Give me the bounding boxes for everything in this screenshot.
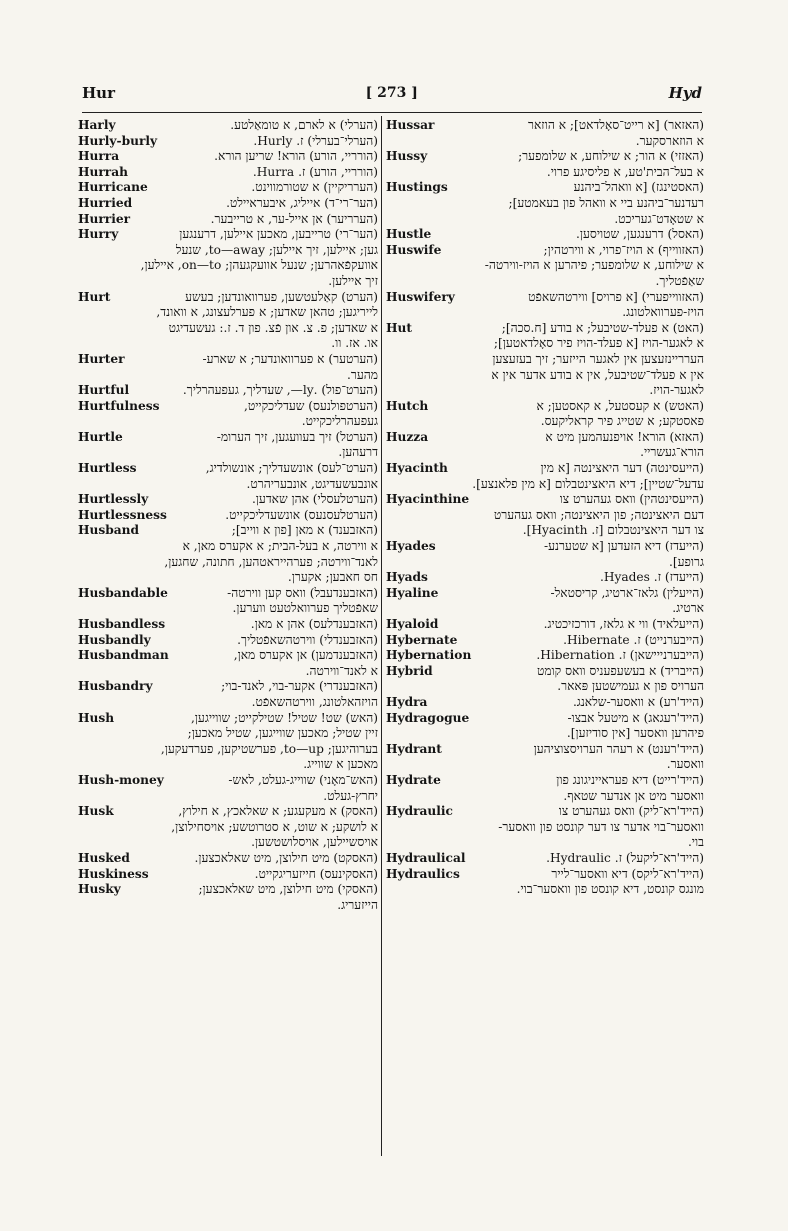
definition-text: (הייד'רייט) דיא פעראייניגונג פון [556, 772, 704, 787]
entry-line [78, 898, 378, 914]
definition-text: (האסקי) מיט חילוצן, מיט שאלאכצען; [198, 882, 378, 897]
headword: Hurtlessly [78, 492, 149, 507]
entry-line [78, 321, 378, 337]
definition-text: (האזבענדלי) ווירטהשאפֿטליך. [237, 632, 378, 647]
entry-line [78, 305, 378, 321]
entry-line [78, 679, 378, 695]
headword: Hurtle [78, 429, 123, 444]
definition-text: הויזהאלטונג, ווירטהשאפֿט. [251, 694, 378, 709]
entry-line [78, 430, 378, 446]
entry-line [386, 711, 704, 727]
entry-line [386, 570, 704, 586]
headword: Hurrah [78, 164, 128, 179]
definition-text: ארטיג. [672, 601, 704, 616]
headword: Husbandly [78, 632, 151, 647]
entry-line [386, 679, 704, 695]
guide-word-left: Hur [82, 84, 115, 102]
entry-line [386, 586, 704, 602]
headword: Hussy [386, 149, 428, 164]
definition-text: (האזבענדרי) אקער-בוי, לאנד-בוי; [221, 679, 378, 694]
definition-text: א בעל־הבית'טע, א פליסיגע פרוי. [546, 164, 704, 179]
entry-line [386, 820, 704, 836]
entry-line [78, 445, 378, 461]
entry-line [78, 274, 378, 290]
definition-text: א לושקע; א שוט, א סטרוטשע; אויסחילוצן, [171, 819, 378, 834]
entry-line [386, 212, 704, 228]
headword: Husbandman [78, 648, 169, 663]
definition-text: א לאנד־ווירטה. [305, 663, 378, 678]
definition-text: מונגס קונסט, דיא קונסט פון וואסער־בוי. [516, 882, 704, 897]
entry-line [386, 258, 704, 274]
guide-word-right: Hyd [668, 84, 702, 102]
entry-line [386, 414, 704, 430]
entry-line [78, 882, 378, 898]
headword: Hustings [386, 180, 448, 195]
definition-text: (הערטלעסנעס) אונשעדליכקייט. [225, 507, 378, 522]
headword: Husky [78, 882, 121, 897]
headword: Hurt [78, 289, 111, 304]
definition-text: עדעל־שטיין]; דיא היאצינטבלום [א מין פלאנצע]. [472, 476, 704, 491]
definition-text: א שילוחע, א שלומפער; פיהרען א הויז-ווירטה- [484, 258, 704, 273]
entry-line [78, 695, 378, 711]
headword: Hustle [386, 227, 432, 242]
headword: Hurrier [78, 211, 131, 226]
definition-text: (הורריי, הורע) ז. Hurra. [252, 164, 378, 179]
headword: Huswifery [386, 289, 455, 304]
definition-text: דרעהען. [338, 445, 378, 460]
page-header [82, 80, 702, 106]
entry-line [386, 789, 704, 805]
definition-text: בוי. [687, 835, 704, 850]
headword: Hurtfulness [78, 398, 160, 413]
entry-line [386, 601, 704, 617]
definition-text: (האזבענדמען) אן אקערס מאן, [233, 648, 378, 663]
entry-line [78, 165, 378, 181]
left-column [78, 118, 378, 913]
entry-line [78, 742, 378, 758]
definition-text: (הייד'רע) א וואסער-שלאנג. [572, 694, 704, 709]
entry-line [78, 180, 378, 196]
headword: Husked [78, 850, 130, 865]
entry-line [78, 773, 378, 789]
definition-text: (הייעדז) ז. Hyades. [599, 570, 704, 585]
entry-line [386, 352, 704, 368]
definition-text: וואסער מיט אן אנדער שטאף. [563, 788, 704, 803]
entry-line [78, 586, 378, 602]
headword: Hydragogue [386, 710, 470, 725]
definition-text: געפעהרליכקייט. [301, 414, 378, 429]
definition-text: (האש) שט! שטיל! שטילקייט; שווייגען, [190, 710, 378, 725]
definition-text: (האזזי) א הור; א שילוחע, א שלומפער; [518, 149, 704, 164]
entry-line [78, 461, 378, 477]
definition-text: (הער־רי־ד) אייליג, איבעראיילט. [226, 195, 378, 210]
entry-line [386, 461, 704, 477]
definition-text: (הערט־פול) .ly—, שעדליך, געפעהרליך. [182, 383, 378, 398]
definition-text: (הערטל) זיך בעוועגען, זיך הערומ- [216, 429, 378, 444]
entry-line [78, 118, 378, 134]
headword: Hurter [78, 351, 125, 366]
definition-text: הייזעריג. [337, 897, 378, 912]
definition-text: וואסער. [666, 757, 704, 772]
entry-line [386, 321, 704, 337]
entry-line [386, 773, 704, 789]
entry-line [386, 492, 704, 508]
headword: Hydraulical [386, 850, 466, 865]
definition-text: זיך איילען. [328, 273, 378, 288]
entry-line [78, 508, 378, 524]
headword: Hurtlessness [78, 507, 167, 522]
definition-text: וואסער־בוי אדער צו דער קונסט פון וואסער- [498, 819, 704, 834]
definition-text: הורא־געשריי. [640, 445, 704, 460]
entry-line [78, 196, 378, 212]
entry-line [386, 134, 704, 150]
headword: Husband [78, 523, 140, 538]
definition-text: או. אז. וו. [331, 336, 378, 351]
headword: Hybrid [386, 663, 433, 678]
entry-line [78, 664, 378, 680]
entry-line [78, 867, 378, 883]
definition-text: שאַפֿטליך. [655, 273, 704, 288]
definition-text: יחרץ-געלט. [323, 788, 378, 803]
entry-line [78, 851, 378, 867]
entry-line [78, 789, 378, 805]
entry-line [78, 523, 378, 539]
definition-text: פיהרען וואסער [אין סודיזען]. [566, 726, 704, 741]
headword: Hydrant [386, 741, 442, 756]
entry-line [78, 835, 378, 851]
definition-text: (האטש) א קעסטעל, א קאסטען; א [536, 398, 704, 413]
entry-line [386, 196, 704, 212]
headword: Hydraulics [386, 866, 460, 881]
entry-line [386, 399, 704, 415]
definition-text: אין א פעלד־שטיבעל, אין א בודע אדער אין א [491, 367, 704, 382]
definition-text: אונבעשעדיגט, אונבעריהרט. [246, 476, 378, 491]
headword: Hurricane [78, 180, 148, 195]
definition-text: (הורריי, הורע) הורא! שריען הורא. [214, 149, 378, 164]
headword: Hyaloid [386, 617, 439, 631]
definition-text: (הערריער) אן אייל-ער, א טרייבער. [210, 211, 378, 226]
headword: Hussar [386, 118, 435, 132]
entry-line [386, 336, 704, 352]
headword: Husk [78, 804, 114, 819]
definition-text: (הערטלעסלי) אהן שאדען. [251, 492, 378, 507]
headword: Hurtless [78, 461, 137, 476]
headword: Hydrate [386, 772, 441, 787]
column-divider [381, 116, 382, 1156]
definition-text: הויז-פערוואלטונג. [622, 305, 704, 320]
entry-line [78, 352, 378, 368]
entry-line [386, 180, 704, 196]
headword: Huswife [386, 242, 442, 257]
entry-line [78, 134, 378, 150]
headword: Hydraulic [386, 804, 453, 819]
headword: Husbandless [78, 617, 166, 631]
headword: Hyads [386, 570, 428, 585]
definition-text: (האסטינגז) [א וואהל־ביהנע [573, 180, 704, 195]
headword: Hyacinth [386, 461, 448, 476]
definition-text: (הערלי־בערלי) ז. Hurly. [253, 133, 378, 148]
definition-text: (הייבריד) א בעשעפעניס וואס קומט [536, 663, 704, 678]
entry-line [78, 290, 378, 306]
headword: Hut [386, 320, 413, 335]
definition-text: (הייד'רא־ליק) וואס געהערט צו [558, 804, 704, 819]
entry-line [386, 290, 704, 306]
entry-line [78, 804, 378, 820]
definition-text: (האסקט) מיט חילוצן, מיט שאלאכצען. [194, 850, 378, 865]
headword: Hurra [78, 149, 120, 164]
entry-line [78, 477, 378, 493]
entry-line [78, 617, 378, 633]
entry-line [78, 539, 378, 555]
header-rule [82, 112, 702, 113]
definition-text: (הערטער) א פערוואונדער; א שארע- [202, 351, 378, 366]
entry-line [78, 212, 378, 228]
headword: Hush-money [78, 772, 164, 787]
entry-line [386, 664, 704, 680]
definition-text: דעם היאצינטה; פון היאצינטה; וואס געהערט [493, 507, 704, 522]
headword: Huskiness [78, 866, 149, 881]
definition-text: מאכען א שווייג. [303, 757, 378, 772]
definition-text: (הייעלאיד) ווי א גלאז, דורכזיכטיג. [543, 617, 704, 631]
entry-line [386, 633, 704, 649]
entry-line [386, 430, 704, 446]
entry-line [386, 555, 704, 571]
definition-text: (הערטפולנעס) שעדליכקייט, [243, 398, 378, 413]
definition-text: (הייעסינטה) דער היאצינטה [א מין [540, 461, 704, 476]
definition-text: (האזבענדלעס) אהן א מאן. [250, 617, 378, 631]
entry-line [386, 383, 704, 399]
definition-text: א הוזארסקער. [635, 133, 704, 148]
definition-text: (האזא) הורא! אויפנעהמען מיט א [545, 429, 704, 444]
entry-line [386, 508, 704, 524]
entry-line [386, 757, 704, 773]
headword: Hutch [386, 398, 429, 413]
headword: Husbandable [78, 585, 168, 600]
entry-line [386, 165, 704, 181]
entry-line [386, 118, 704, 134]
entry-line [386, 445, 704, 461]
headword: Hush [78, 710, 115, 725]
entry-line [386, 851, 704, 867]
definition-text: (הייעלין) גלאז־ארטיג, קריסטאל- [550, 585, 704, 600]
entry-line [78, 227, 378, 243]
entry-line [386, 368, 704, 384]
headword: Harly [78, 118, 116, 132]
definition-text: (האסק) א מעקעגע; א שאלאכץ, א חילוץ, [178, 804, 378, 819]
entry-line [78, 399, 378, 415]
entry-line [386, 882, 704, 898]
entry-line [386, 648, 704, 664]
definition-text: (האסקינעס) חייזעריגקייט. [254, 866, 378, 881]
definition-text: (הייבערנייישאן) ז. Hibernation. [536, 648, 704, 663]
definition-text: (הערט־לעס) אונשעדליך; אונשולדיג, [205, 461, 378, 476]
entry-line [386, 804, 704, 820]
definition-text: (הייעדז) דיא הזעדען [א שטערנע- [543, 539, 704, 554]
page-number: [ 273 ] [365, 85, 418, 101]
definition-text: א ווירטה, א בעל-הבית; א אקערס מאן, א [182, 539, 378, 554]
entry-line [78, 711, 378, 727]
headword: Hurry [78, 227, 119, 242]
definition-text: בערוהיגען; to—up, פערשטיקען, פערדעקען, [160, 741, 378, 756]
headword: Hybernation [386, 648, 472, 663]
definition-text: (הייד'רענט) א רעהר הערויסצוציהען [533, 741, 704, 756]
entry-line [386, 243, 704, 259]
definition-text: מהער. [347, 367, 378, 382]
definition-text: א שטאָדט־געריכט. [614, 211, 704, 226]
definition-text: הערריינזעצען אין לאגער הייזער; זיך בעזעצען [492, 351, 704, 366]
definition-text: (הערריקיין) א שטורמווינט. [251, 180, 378, 195]
entry-line [386, 835, 704, 851]
definition-text: (האסל) דרענגען, שטויסען. [576, 227, 704, 242]
definition-text: (האש־מאָני) שווייג-געלט, לאש- [228, 772, 378, 787]
entry-line [386, 305, 704, 321]
definition-text: א שאדען; פ. צ. און פֿצ. פון ד. ז.: געשעדיגט [168, 320, 378, 335]
headword: Hurly-burly [78, 133, 158, 148]
entry-line [386, 523, 704, 539]
definition-text: אוועקפֿאהרען; שנעל אוועקגעהן; on—to, איילען, [140, 258, 378, 273]
definition-text: לאגער-הויז. [649, 383, 704, 398]
definition-text: (הייד'רא־ליקס) דיא וואסער־לייר [551, 866, 704, 881]
definition-text: לאנד־ווירטה; פערהייראטהען, חתונה, שחגען, [164, 554, 378, 569]
right-column [386, 118, 704, 898]
entry-line [78, 633, 378, 649]
headword: Huzza [386, 429, 429, 444]
definition-text: (האזבענדעבל) וואס קען ווירטה- [227, 585, 378, 600]
entry-line [386, 149, 704, 165]
definition-text: (הער־רי) טרייבען, מאכען איילען, דרענגען [179, 227, 378, 242]
definition-text: (הייד'רא־ליקעל) ז. Hydraulic. [546, 850, 704, 865]
entry-line [78, 258, 378, 274]
definition-text: (הייעסינטהין) וואס געהערט צו [559, 492, 704, 507]
definition-text: (האזווייפערי) [א פרויס] ווירטהשאפֿט [528, 289, 704, 304]
entry-line [386, 742, 704, 758]
definition-text: (הערלי) א לארם, א טומאַלטע. [230, 118, 378, 132]
definition-text: לייריגען; טהאן שאדען; א פערלעצונג, א וואונד, [156, 305, 378, 320]
entry-line [78, 601, 378, 617]
definition-text: א לאגער-הויז [א פעלד-הויז פיר סאָלדאטען]; [493, 336, 704, 351]
definition-text: (הייד'רעגאג) א מיטעל אבצו- [567, 710, 704, 725]
entry-line [78, 383, 378, 399]
entry-line [78, 555, 378, 571]
headword: Hybernate [386, 632, 458, 647]
entry-line [78, 243, 378, 259]
headword: Hyades [386, 539, 436, 554]
definition-text: (האט) א פעלד-שטיבעל; א בודע [ח.סכה]; [501, 320, 704, 335]
entry-line [386, 227, 704, 243]
definition-text: גרופע]. [668, 554, 704, 569]
entry-line [78, 726, 378, 742]
definition-text: (האזווייף) א הויז־פרוי, א ווירטהין; [543, 242, 704, 257]
entry-line [386, 867, 704, 883]
definition-text: רעדנער־ביהנע ביי א וואהל פון בעאמטע]; [508, 195, 704, 210]
entry-line [386, 539, 704, 555]
definition-text: זיין שטיל; מאכען שווייגען, שטיל מאכען; [187, 726, 378, 741]
entry-line [78, 149, 378, 165]
entry-line [78, 570, 378, 586]
entry-line [78, 757, 378, 773]
headword: Hyaline [386, 585, 439, 600]
headword: Hyacinthine [386, 492, 470, 507]
entry-line [78, 648, 378, 664]
entry-line [386, 477, 704, 493]
definition-text: (האזבענד) א מאן [פון א ווייב]; [231, 523, 378, 538]
headword: Hurried [78, 195, 133, 210]
definition-text: צו דער היאצינטבלום [ז. Hyacinth]. [522, 523, 704, 538]
entry-line [78, 336, 378, 352]
definition-text: שאפֿטליך פערוואלטעט ווערען. [232, 601, 378, 616]
entry-line [386, 726, 704, 742]
definition-text: הערויס פון א געמישטען פּאאר. [557, 679, 704, 694]
headword: Hurtful [78, 383, 130, 398]
entry-line [386, 274, 704, 290]
definition-text: פאסטקע; א שטייג פיר קראליקעס. [540, 414, 704, 429]
entry-line [78, 492, 378, 508]
definition-text: (האזאר) [א רייט־סאָלדאט]; א הוזאר [528, 118, 704, 132]
definition-text: גען; איילען, זיך איילען; to—away, שנעל [175, 242, 378, 257]
entry-line [386, 617, 704, 633]
entry-line [386, 695, 704, 711]
definition-text: חס חאבען; אקערן. [287, 570, 378, 585]
entry-line [78, 820, 378, 836]
definition-text: (הייבערנייט) ז. Hibernate. [563, 632, 704, 647]
headword: Hydra [386, 694, 428, 709]
entry-line [78, 414, 378, 430]
headword: Husbandry [78, 679, 153, 694]
entry-line [78, 368, 378, 384]
definition-text: (הערט) קאַלעטשען, פערוואונדען; בעשע [185, 289, 378, 304]
definition-text: אויסשיילען, אויסלושטשען. [251, 835, 378, 850]
